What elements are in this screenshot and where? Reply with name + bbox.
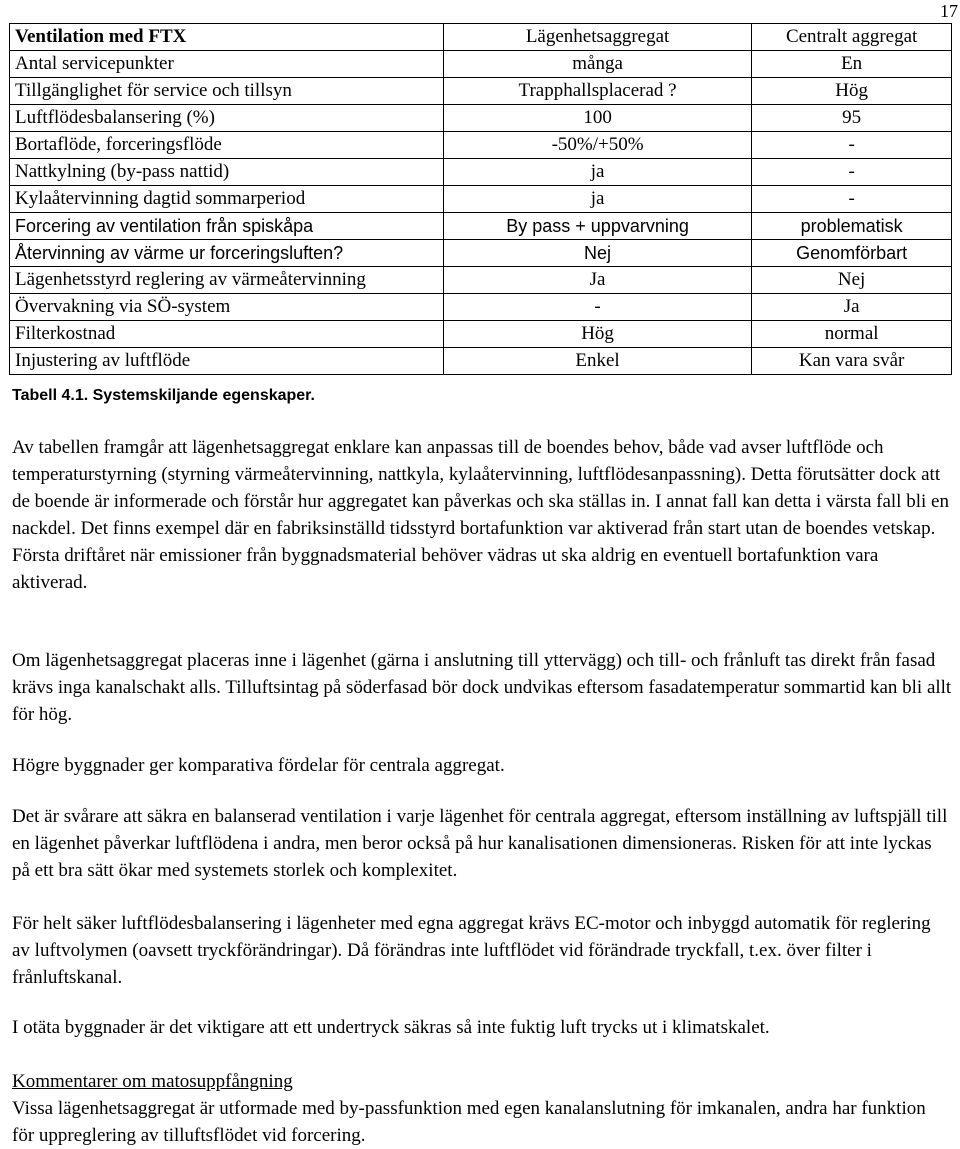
table-cell: många — [443, 51, 751, 78]
table-cell: Antal servicepunkter — [10, 51, 444, 78]
table-cell: Ja — [752, 294, 952, 321]
paragraph: Högre byggnader ger komparativa fördelar för centrala aggregat. — [12, 755, 505, 776]
table-cell: -50%/+50% — [443, 132, 751, 159]
table-cell: By pass + uppvarvning — [443, 213, 751, 240]
table-cell: problematisk — [752, 213, 952, 240]
table-cell: Lägenhetsstyrd reglering av värmeåtervinning — [10, 267, 444, 294]
section-heading: Kommentarer om matosuppfångning — [12, 1071, 293, 1092]
table-cell: 95 — [752, 105, 952, 132]
paragraph: Det är svårare att säkra en balanserad ventilation i varje lägenhet för centrala aggregat, eftersom inställning av luftspjäll till en lägenhet påverkar luftflödena i andra, men beror också på hur kanalisationen dimensioneras. Risken för att inte lyckas på ett bra sätt ökar med systemets storlek och komplexitet. — [12, 806, 948, 881]
table-cell: Forcering av ventilation från spiskåpa — [10, 213, 444, 240]
table-cell: Hög — [752, 78, 952, 105]
table-cell: Tillgänglighet för service och tillsyn — [10, 78, 444, 105]
table-row — [10, 294, 952, 321]
paragraph: Vissa lägenhetsaggregat är utformade med by-passfunktion med egen kanalanslutning för imkanalen, andra har funktion för uppreglering av tilluftsflödet vid forcering. — [12, 1098, 926, 1146]
table-cell: ja — [443, 186, 751, 213]
table-cell: Genomförbart — [752, 240, 952, 267]
table-caption: Tabell 4.1. Systemskiljande egenskaper. — [12, 387, 315, 404]
table-cell: ja — [443, 159, 751, 186]
table-cell: - — [752, 132, 952, 159]
table-row — [10, 132, 952, 159]
table-cell: Filterkostnad — [10, 321, 444, 348]
system-properties-table — [9, 23, 952, 375]
table-row — [10, 78, 952, 105]
table-cell: Luftflödesbalansering (%) — [10, 105, 444, 132]
table-row — [10, 348, 952, 375]
table-cell: Hög — [443, 321, 751, 348]
table-cell: Nej — [443, 240, 751, 267]
table-cell: 100 — [443, 105, 751, 132]
page-number: 17 — [940, 1, 958, 21]
table-cell: Ja — [443, 267, 751, 294]
table-cell: Återvinning av värme ur forceringsluften? — [10, 240, 444, 267]
table-cell: Trapphallsplacerad ? — [443, 78, 751, 105]
table-cell: Nattkylning (by-pass nattid) — [10, 159, 444, 186]
table-cell: - — [443, 294, 751, 321]
table-cell: Kan vara svår — [752, 348, 952, 375]
table-cell: normal — [752, 321, 952, 348]
table-row — [10, 105, 952, 132]
table-cell: - — [752, 159, 952, 186]
table-row — [10, 159, 952, 186]
table-header-cell: Ventilation med FTX — [10, 24, 444, 51]
table-row — [10, 240, 952, 267]
table-row — [10, 51, 952, 78]
paragraph: I otäta byggnader är det viktigare att ett undertryck säkras så inte fuktig luft trycks ut i klimatskalet. — [12, 1017, 770, 1038]
paragraph: Om lägenhetsaggregat placeras inne i lägenhet (gärna i anslutning till yttervägg) och till- och frånluft tas direkt från fasad krävs inga kanalschakt alls. Tilluftsintag på söderfasad bör dock undvikas eftersom fasadatemperatur sommartid kan bli allt för hög. — [12, 650, 952, 725]
table-cell: - — [752, 186, 952, 213]
table-header-cell: Lägenhetsaggregat — [443, 24, 751, 51]
table-row — [10, 186, 952, 213]
table-cell: En — [752, 51, 952, 78]
table-cell: Injustering av luftflöde — [10, 348, 444, 375]
table-cell: Enkel — [443, 348, 751, 375]
table-cell: Kylaåtervinning dagtid sommarperiod — [10, 186, 444, 213]
table-header-row — [10, 24, 952, 51]
table-cell: Bortaflöde, forceringsflöde — [10, 132, 444, 159]
paragraph: För helt säker luftflödesbalansering i lägenheter med egna aggregat krävs EC-motor och inbyggd automatik för reglering av luftvolymen (oavsett tryckförändringar). Då förändras inte luftflödet vid förändrade tryckfall, t.ex. över filter i frånluftskanal. — [12, 913, 931, 988]
paragraph: Av tabellen framgår att lägenhetsaggregat enklare kan anpassas till de boendes behov, både vad avser luftflöde och temperaturstyrning (styrning värmeåtervinning, nattkyla, kylaåtervinning, luftflödesanpassning). Detta förutsätter dock att de boende är informerade och förstår hur aggregatet kan påverkas och ska ställas in. I annat fall kan detta i värsta fall bli en nackdel. Det finns exempel där en fabriksinställd tidsstyrd bortafunktion var aktiverad från start utan de boendes vetskap. Första driftåret när emissioner från byggnadsmaterial behöver vädras ut ska aldrig en eventuell bortafunktion vara aktiverad. — [12, 437, 949, 593]
table-row — [10, 213, 952, 240]
table-header-cell: Centralt aggregat — [752, 24, 952, 51]
table-cell: Övervakning via SÖ-system — [10, 294, 444, 321]
table-cell: Nej — [752, 267, 952, 294]
table-row — [10, 267, 952, 294]
table-row — [10, 321, 952, 348]
